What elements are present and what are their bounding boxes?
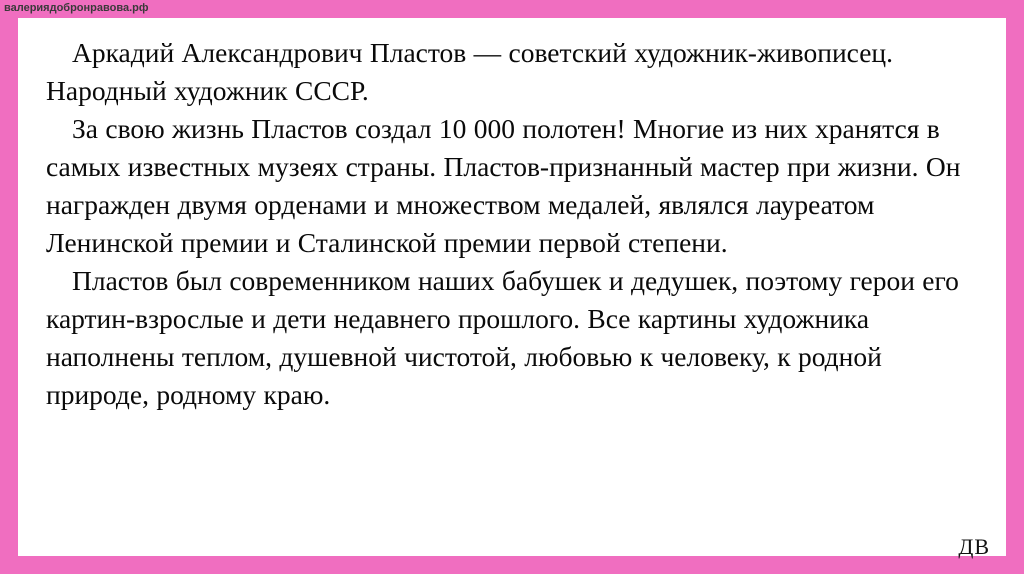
paragraph-1: Аркадий Александрович Пластов — советский художник-живописец. Народный художник СССР. bbox=[46, 37, 894, 106]
slide-text-body bbox=[24, 34, 1000, 534]
author-initials: ДВ bbox=[958, 534, 990, 559]
paragraph-3: Пластов был современником наших бабушек и дедушек, поэтому герои его картин-взрослые и дети недавнего прошлого. Все картины художника наполнены теплом, душевной чистотой, любовью к человеку, к родной природе, родному краю. bbox=[46, 265, 959, 410]
paragraph-2: За свою жизнь Пластов создал 10 000 полотен! Многие из них хранятся в самых известных музеях страны. Пластов-признанный мастер при жизни. Он награжден двумя орденами и множеством медалей, являлся лауреатом Ленинской премии и Сталинской премии первой степени. bbox=[46, 113, 961, 258]
site-watermark: валериядобронравова.рф bbox=[4, 2, 149, 14]
